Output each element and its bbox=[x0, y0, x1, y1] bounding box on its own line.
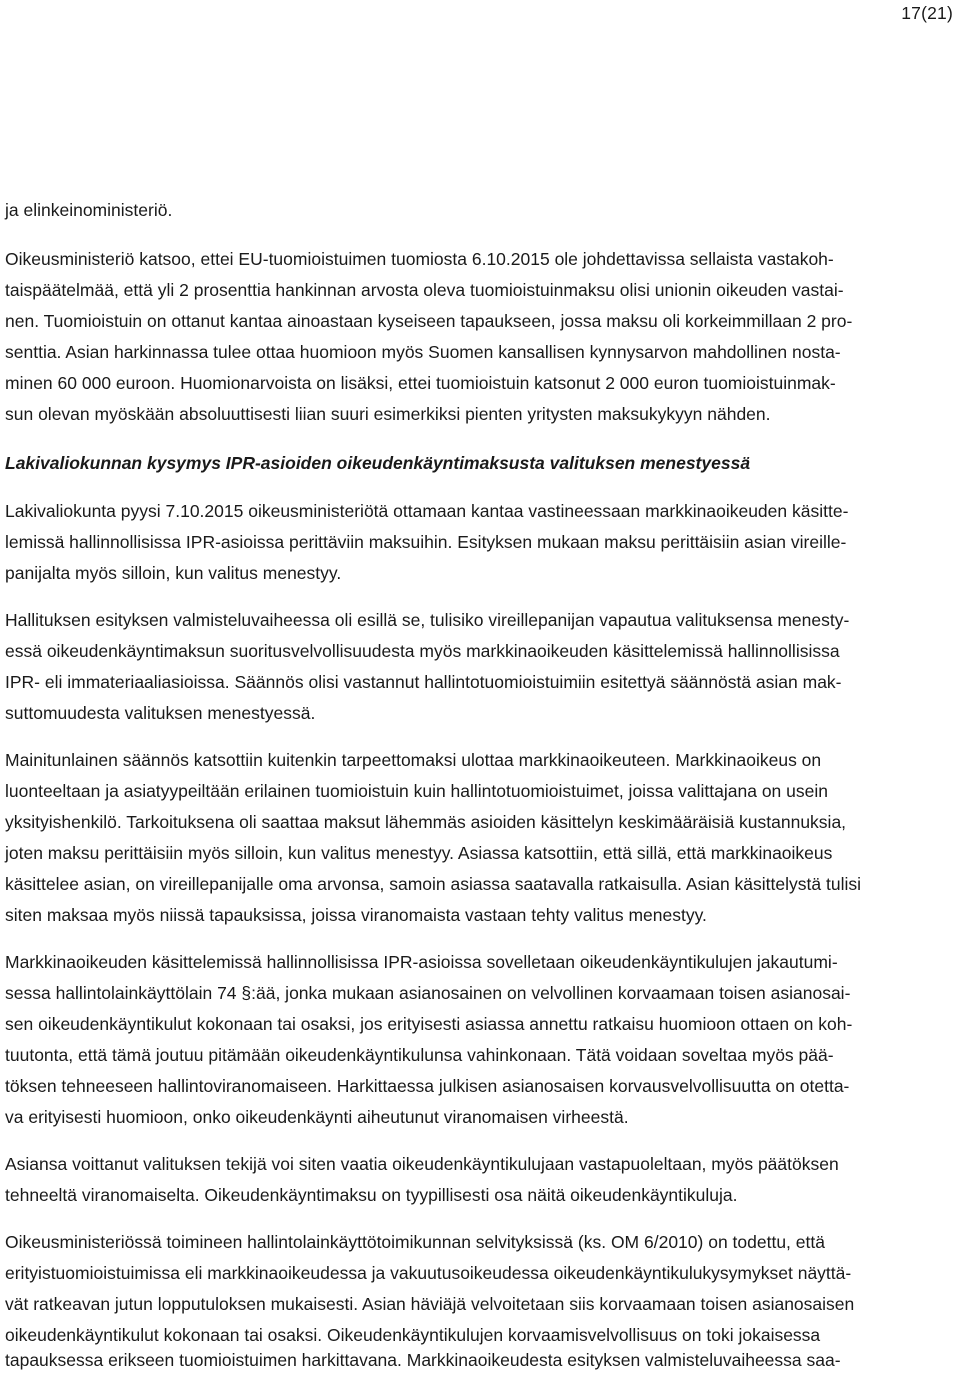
text-line: Asiansa voittanut valituksen tekijä voi siten vaatia oikeudenkäyntikulujaan vastapuoleltaan, myös päätöksen bbox=[5, 1154, 839, 1174]
text-line: siten maksaa myös niissä tapauksissa, joissa viranomaista vastaan tehty valitus menestyy. bbox=[5, 905, 707, 925]
text-line: käsittelee asian, on vireillepanijalle oma arvonsa, samoin asiassa saatavalla ratkaisulla. Asian käsittelystä tulisi bbox=[5, 874, 861, 894]
text-line: Oikeusministeriö katsoo, ettei EU-tuomioistuimen tuomiosta 6.10.2015 ole johdettavissa sellaista vastakoh- bbox=[5, 249, 834, 269]
text-line: Markkinaoikeuden käsittelemissä hallinnollisissa IPR-asioissa sovelletaan oikeudenkäyntikulujen jakautumi- bbox=[5, 952, 838, 972]
text-line: IPR- eli immateriaaliasioissa. Säännös olisi vastannut hallintotuomioistuimiin esitettyä säännöstä asian mak- bbox=[5, 672, 842, 692]
text-line: taispäätelmää, että yli 2 prosenttia hankinnan arvosta oleva tuomioistuinmaksu olisi unionin oikeuden vastai- bbox=[5, 280, 844, 300]
text-line: senttia. Asian harkinnassa tulee ottaa huomioon myös Suomen kansallisen kynnysarvon mahdollinen nosta- bbox=[5, 342, 841, 362]
text-line: panijalta myös silloin, kun valitus menestyy. bbox=[5, 563, 342, 583]
text-line: sun olevan myöskään absoluuttisesti liian suuri esimerkiksi pienten yritysten maksukykyyn nähden. bbox=[5, 404, 771, 424]
text-line: luonteeltaan ja asiatyypeiltään erilainen tuomioistuin kuin hallintotuomioistuimet, joissa valittajana on usein bbox=[5, 781, 828, 801]
text-line: erityistuomioistuimissa eli markkinaoikeudessa ja vakuutusoikeudessa oikeudenkäyntikulukysymykset näyttä- bbox=[5, 1263, 852, 1283]
text-line: vät ratkeavan jutun lopputuloksen mukaisesti. Asian häviäjä velvoitetaan siis korvaamaan toisen asianosaisen bbox=[5, 1294, 855, 1314]
text-line: sen oikeudenkäyntikulut kokonaan tai osaksi, jos erityisesti asiassa annettu ratkaisu huomioon ottaen on koh- bbox=[5, 1014, 853, 1034]
text-line: Mainitunlainen säännös katsottiin kuitenkin tarpeettomaksi ulottaa markkinaoikeuteen. Markkinaoikeus on bbox=[5, 750, 822, 770]
text-line: nen. Tuomioistuin on ottanut kantaa ainoastaan kyseiseen tapaukseen, jossa maksu oli korkeimmillaan 2 pro- bbox=[5, 311, 853, 331]
text-line: oikeudenkäyntikulut kokonaan tai osaksi. Oikeudenkäyntikulujen korvaamisvelvollisuus on toki jokaisessa bbox=[5, 1325, 821, 1345]
text-line: suttomuudesta valituksen menestyessä. bbox=[5, 703, 316, 723]
text-line: töksen tehneeseen hallintoviranomaiseen. Harkittaessa julkisen asianosaisen korvausvelvollisuutta on otetta- bbox=[5, 1076, 850, 1096]
text-line: tapauksessa erikseen tuomioistuimen harkittavana. Markkinaoikeudesta esityksen valmisteluvaiheessa saa- bbox=[5, 1350, 841, 1370]
section-heading: Lakivaliokunnan kysymys IPR-asioiden oikeudenkäyntimaksusta valituksen menestyessä bbox=[5, 453, 751, 473]
text-line: ja elinkeinoministeriö. bbox=[5, 200, 173, 220]
text-line: tuutonta, että tämä joutuu pitämään oikeudenkäyntikulunsa vahinkonaan. Tätä voidaan soveltaa myös pää- bbox=[5, 1045, 834, 1065]
text-line: joten maksu perittäisiin myös silloin, kun valitus menestyy. Asiassa katsottiin, että sillä, että markkinaoikeus bbox=[5, 843, 833, 863]
text-line: va erityisesti huomioon, onko oikeudenkäynti aiheutunut viranomaisen virheestä. bbox=[5, 1107, 629, 1127]
text-line: minen 60 000 euroon. Huomionarvoista on lisäksi, ettei tuomioistuin katsonut 2 000 euron tuomioistuinmak- bbox=[5, 373, 836, 393]
text-line: tehneeltä viranomaiselta. Oikeudenkäyntimaksu on tyypillisesti osa näitä oikeudenkäyntikuluja. bbox=[5, 1185, 738, 1205]
text-line: Hallituksen esityksen valmisteluvaiheessa oli esillä se, tulisiko vireillepanijan vapautua valituksensa menesty- bbox=[5, 610, 850, 630]
text-line: Lakivaliokunta pyysi 7.10.2015 oikeusministeriötä ottamaan kantaa vastineessaan markkinaoikeuden käsitte- bbox=[5, 501, 849, 521]
text-line: lemissä hallinnollisissa IPR-asioissa perittäviin maksuihin. Esityksen mukaan maksu perittäisiin asian vireille- bbox=[5, 532, 847, 552]
text-line: essä oikeudenkäyntimaksun suoritusvelvollisuudesta myös markkinaoikeuden käsittelemissä hallinnollisissa bbox=[5, 641, 840, 661]
text-line: sessa hallintolainkäyttölain 74 §:ää, jonka mukaan asianosainen on velvollinen korvaamaan toisen asianosai- bbox=[5, 983, 851, 1003]
text-line: yksityishenkilö. Tarkoituksena oli saattaa maksut lähemmäs asioiden käsittelyn keskimääräisiä kustannuksia, bbox=[5, 812, 847, 832]
text-line: Oikeusministeriössä toimineen hallintolainkäyttötoimikunnan selvityksissä (ks. OM 6/2010) on todettu, että bbox=[5, 1232, 825, 1252]
page-number: 17(21) bbox=[901, 3, 953, 23]
